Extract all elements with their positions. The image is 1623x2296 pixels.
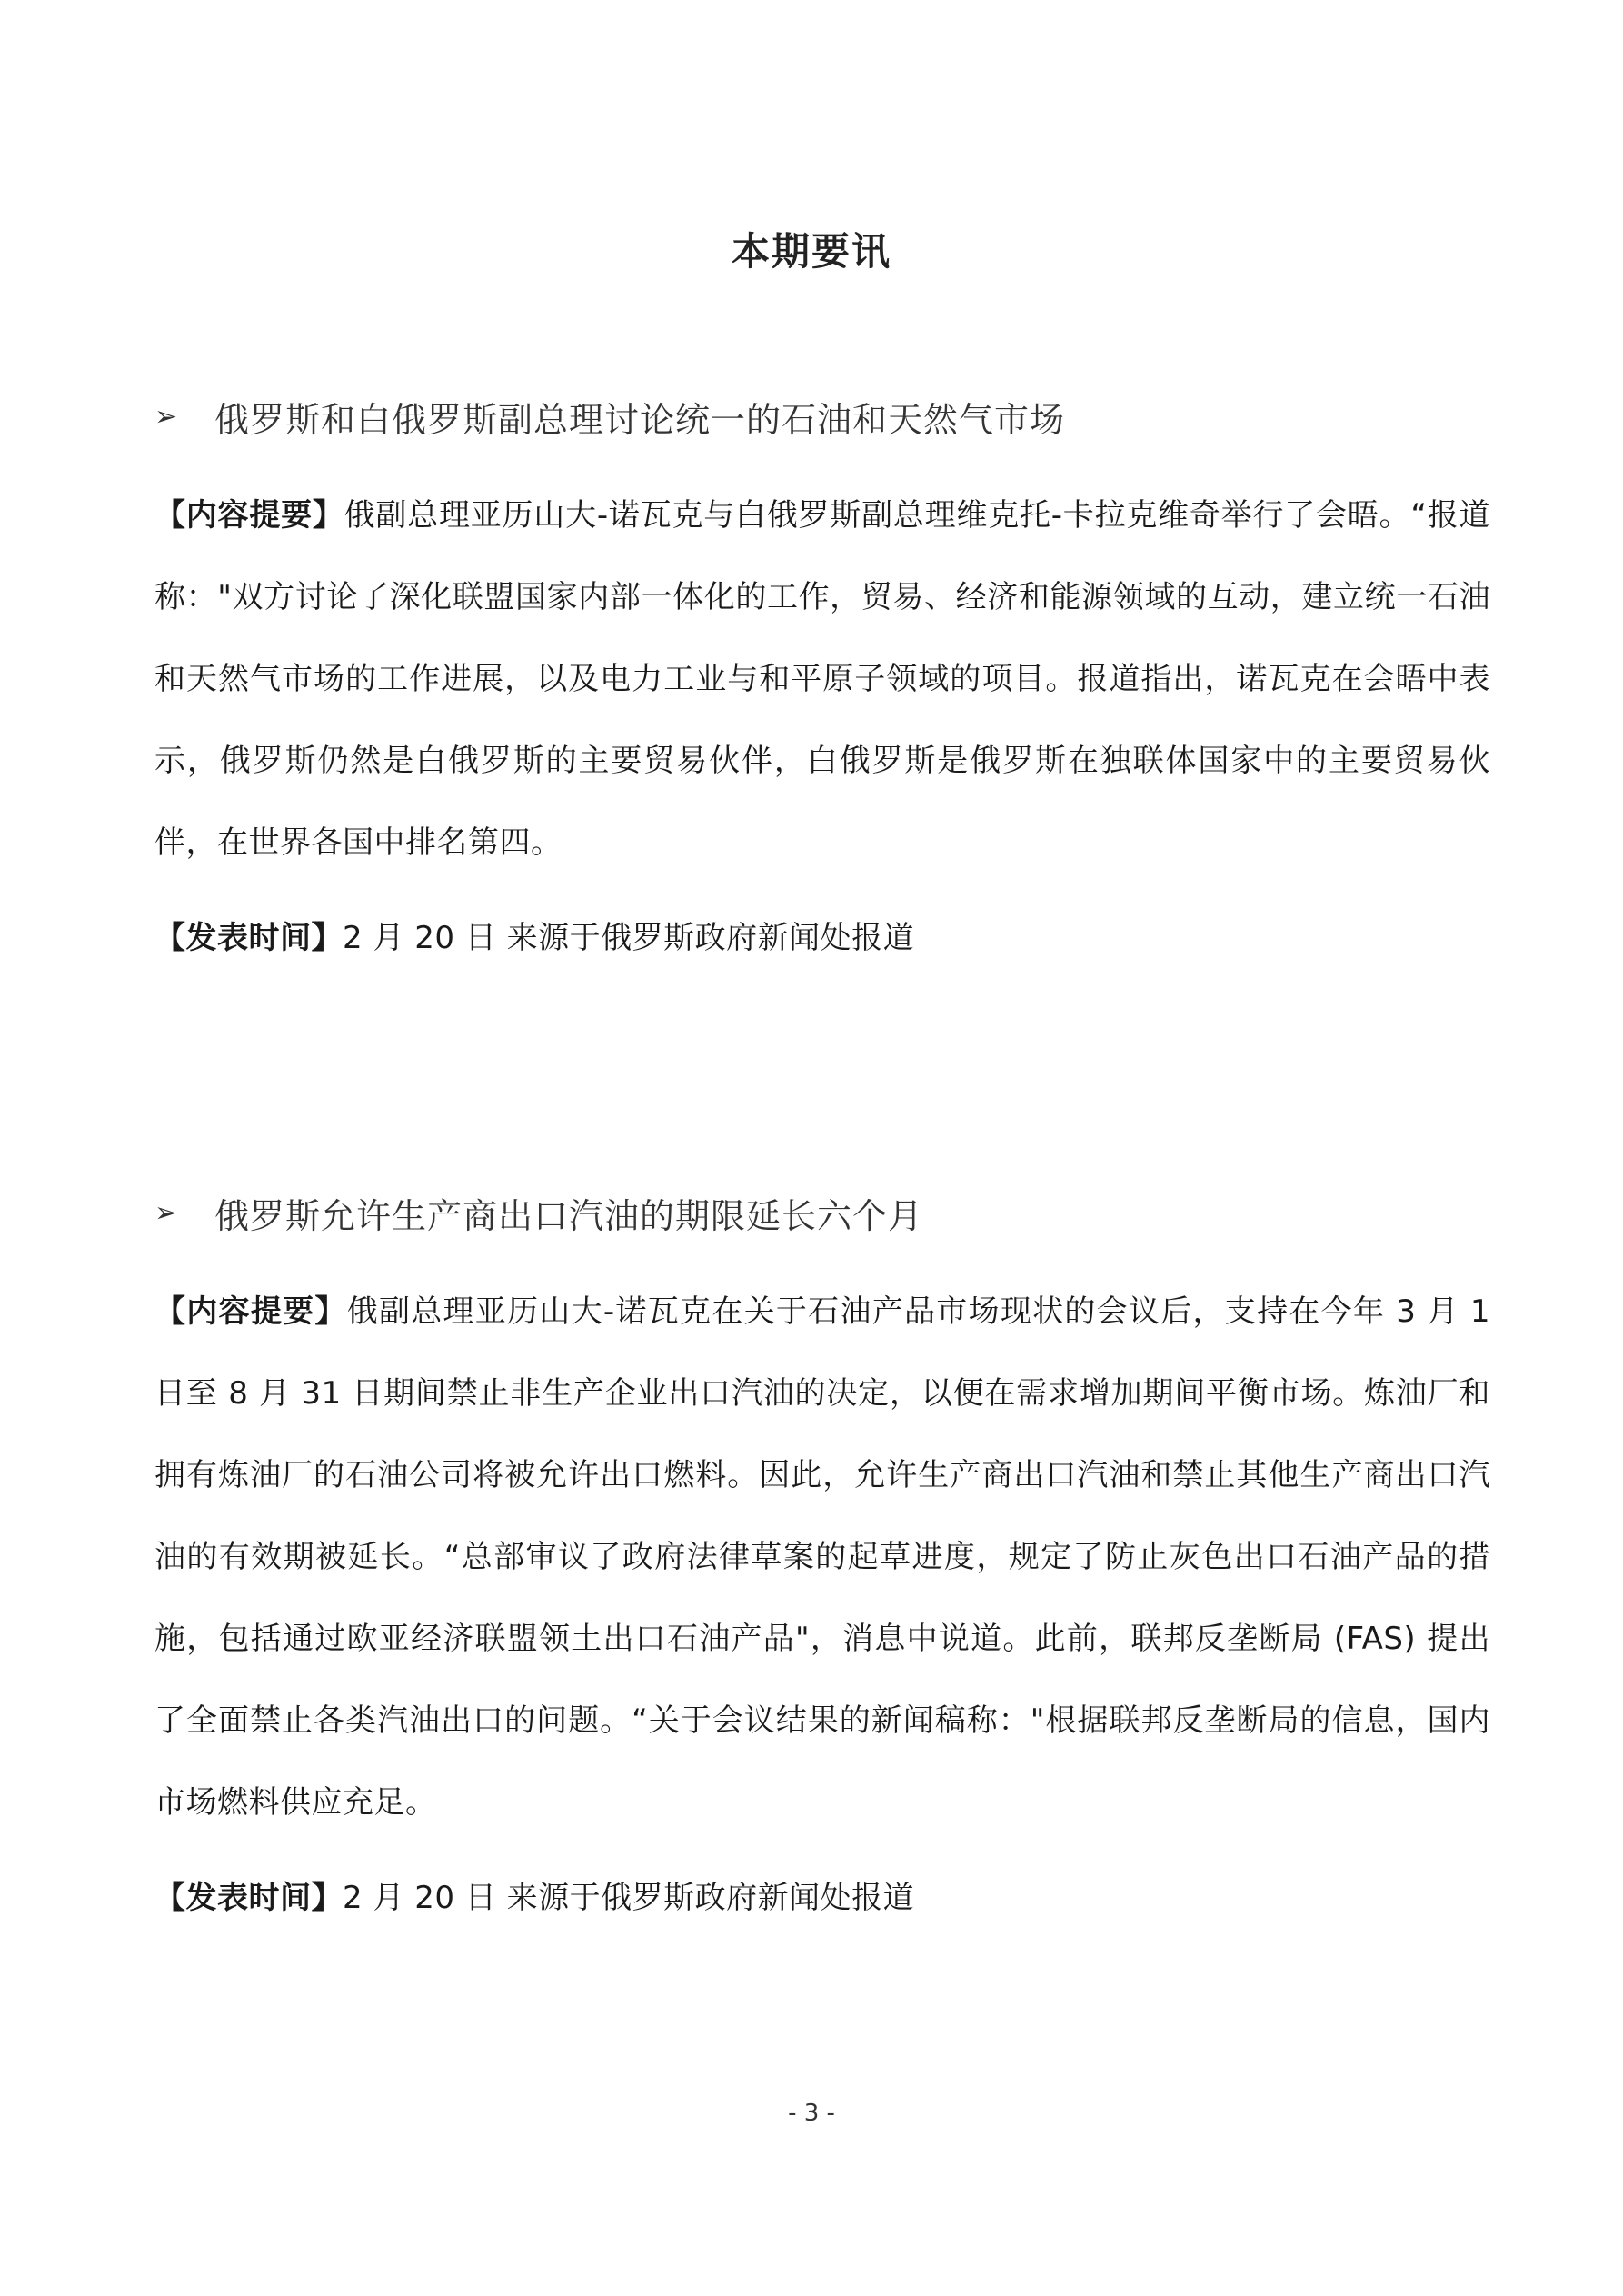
article-summary [154, 1271, 1490, 1843]
page-title: 本期要讯 [731, 229, 891, 274]
date-label: 【发表时间】 [154, 920, 343, 956]
article-headline-text: 俄罗斯允许生产商出口汽油的期限延长六个月 [214, 1195, 924, 1236]
article-headline-text: 俄罗斯和白俄罗斯副总理讨论统一的石油和天然气市场 [214, 399, 1066, 440]
date-label: 【发表时间】 [154, 1880, 343, 1916]
article-headline [154, 1183, 1490, 1242]
summary-text: 俄副总理亚历山大-诺瓦克与白俄罗斯副总理维克托-卡拉克维奇举行了会晤。“报道称："双方讨论了深化联盟国家内部一体化的工作，贸易、经济和能源领域的互动，建立统一石油和天然气市场的工作进展，以及电力工业与和平原子领域的项目。报道指出，诺瓦克在会晤中表示，俄罗斯仍然是白俄罗斯的主要贸易伙伴，白俄罗斯是俄罗斯在独联体国家中的主要贸易伙伴，在世界各国中排名第四。 [154, 497, 1490, 861]
article-date [154, 911, 1490, 965]
date-text: 2 月 20 日 来源于俄罗斯政府新闻处报道 [343, 920, 915, 956]
article-2 [154, 1183, 1490, 1925]
arrow-bullet-icon: ➢ [154, 1196, 179, 1229]
page-number: - 3 - [788, 2100, 835, 2127]
summary-label: 【内容提要】 [154, 1293, 347, 1330]
article-headline [154, 387, 1490, 445]
article-summary [154, 474, 1490, 883]
date-text: 2 月 20 日 来源于俄罗斯政府新闻处报道 [343, 1880, 915, 1916]
arrow-bullet-icon: ➢ [154, 400, 179, 433]
summary-text: 俄副总理亚历山大-诺瓦克在关于石油产品市场现状的会议后，支持在今年 3 月 1 日至 8 月 31 日期间禁止非生产企业出口汽油的决定，以便在需求增加期间平衡市场。炼油厂和拥有炼油厂的石油公司将被允许出口燃料。因此，允许生产商出口汽油和禁止其他生产商出口汽油的有效期被延长。“总部审议了政府法律草案的起草进度，规定了防止灰色出口石油产品的措施，包括通过欧亚经济联盟领土出口石油产品"，消息中说道。此前，联邦反垄断局 (FAS) 提出了全面禁止各类汽油出口的问题。“关于会议结果的新闻稿称："根据联邦反垄断局的信息，国内市场燃料供应充足。 [154, 1293, 1491, 1821]
article-date [154, 1871, 1490, 1925]
summary-label: 【内容提要】 [154, 497, 344, 534]
article-1 [154, 387, 1490, 965]
